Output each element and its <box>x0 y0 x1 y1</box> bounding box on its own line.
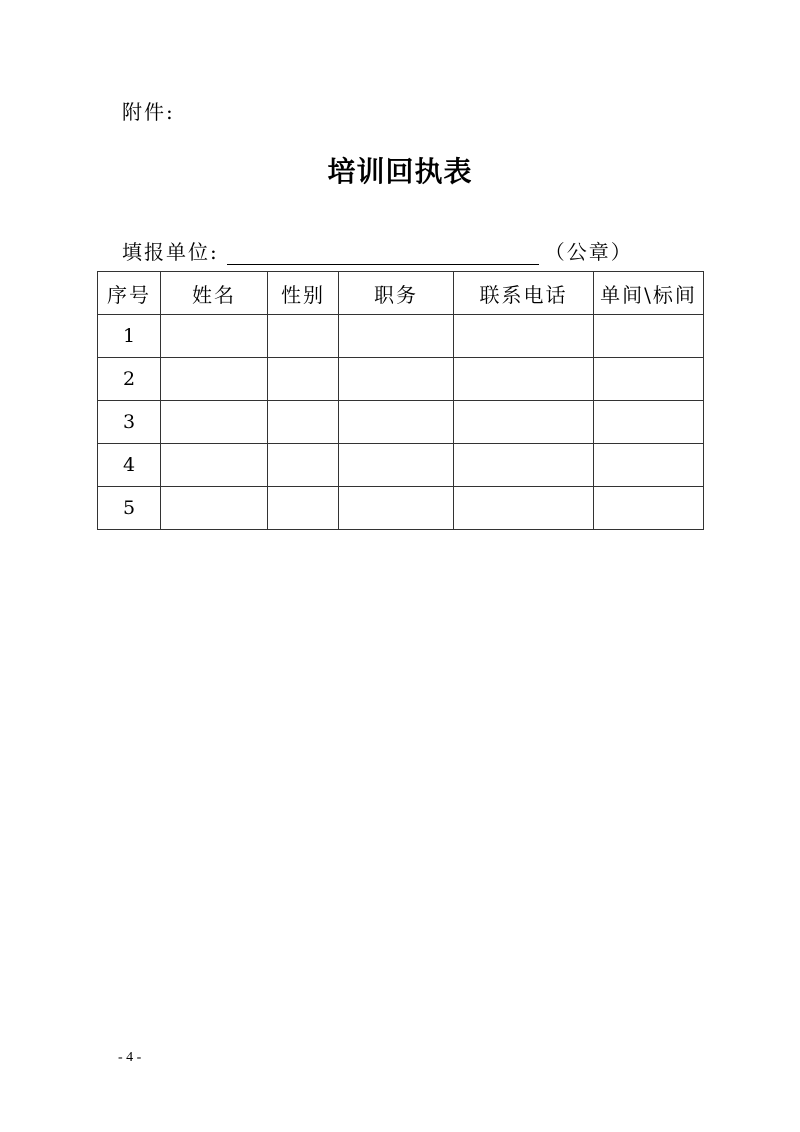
table-row <box>98 358 704 401</box>
reporting-unit-row <box>122 235 633 265</box>
header-phone: 联系电话 <box>454 272 594 315</box>
cell-seq: 4 <box>98 444 161 487</box>
cell-phone[interactable] <box>454 444 594 487</box>
attachment-label: 附件: <box>122 100 175 124</box>
table-header-row <box>98 272 704 315</box>
cell-room-type[interactable] <box>594 487 704 530</box>
cell-gender[interactable] <box>268 444 339 487</box>
header-gender: 性别 <box>268 272 339 315</box>
cell-seq: 2 <box>98 358 161 401</box>
cell-name[interactable] <box>161 487 268 530</box>
cell-position[interactable] <box>339 401 454 444</box>
cell-name[interactable] <box>161 358 268 401</box>
cell-position[interactable] <box>339 444 454 487</box>
page-title: 培训回执表 <box>327 155 473 188</box>
cell-name[interactable] <box>161 315 268 358</box>
cell-seq: 1 <box>98 315 161 358</box>
cell-gender[interactable] <box>268 358 339 401</box>
cell-position[interactable] <box>339 358 454 401</box>
cell-position[interactable] <box>339 315 454 358</box>
cell-room-type[interactable] <box>594 444 704 487</box>
cell-seq: 5 <box>98 487 161 530</box>
cell-gender[interactable] <box>268 401 339 444</box>
table-row <box>98 315 704 358</box>
table-row <box>98 401 704 444</box>
cell-phone[interactable] <box>454 401 594 444</box>
cell-room-type[interactable] <box>594 315 704 358</box>
reporting-unit-field[interactable] <box>227 240 539 265</box>
cell-gender[interactable] <box>268 487 339 530</box>
table-row <box>98 487 704 530</box>
header-seq: 序号 <box>98 272 161 315</box>
cell-seq: 3 <box>98 401 161 444</box>
cell-name[interactable] <box>161 401 268 444</box>
cell-phone[interactable] <box>454 358 594 401</box>
header-room-type: 单间\标间 <box>594 272 704 315</box>
official-seal-label: （公章） <box>544 240 633 264</box>
reporting-unit-label: 填报单位: <box>122 240 219 264</box>
cell-room-type[interactable] <box>594 401 704 444</box>
receipt-table <box>97 271 704 530</box>
cell-position[interactable] <box>339 487 454 530</box>
cell-phone[interactable] <box>454 487 594 530</box>
header-name: 姓名 <box>161 272 268 315</box>
header-position: 职务 <box>339 272 454 315</box>
page-number: - 4 - <box>118 1050 142 1065</box>
cell-gender[interactable] <box>268 315 339 358</box>
cell-name[interactable] <box>161 444 268 487</box>
table-row <box>98 444 704 487</box>
cell-phone[interactable] <box>454 315 594 358</box>
cell-room-type[interactable] <box>594 358 704 401</box>
